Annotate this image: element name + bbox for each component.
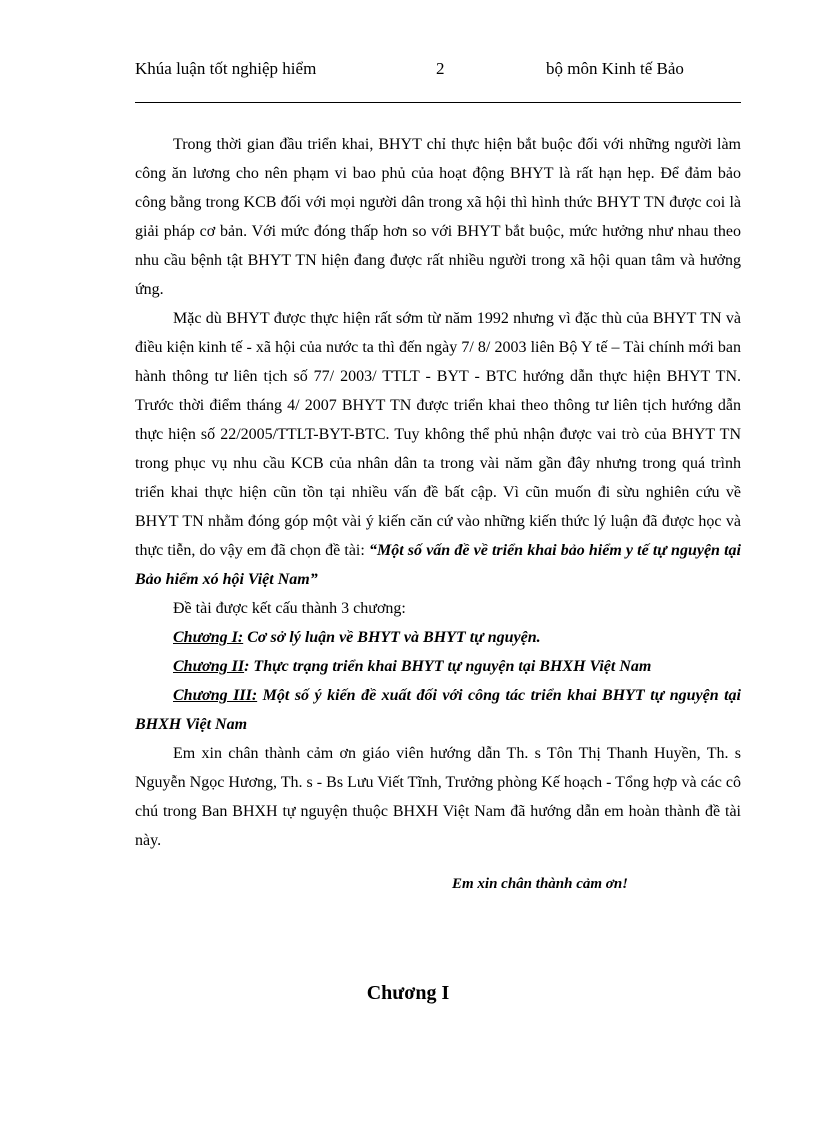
paragraph-intro: Trong thời gian đầu triển khai, BHYT chỉ thực hiện bắt buộc đối với những người làm công ăn lương cho nên phạm vi bao phủ của hoạt động BHYT là rất hạn hẹp. Để đảm bảo công bằng trong KCB đối với mọi người dân trong xã hội thì hình thức BHYT TN được coi là giải pháp cơ bản. Với mức đóng thấp hơn so với BHYT bắt buộc, mức hưởng như nhau theo nhu cầu bệnh tật BHYT TN hiện đang được rất nhiều người trong xã hội quan tâm và hưởng ứng. [135, 136, 741, 298]
chapter-3-line [135, 681, 741, 739]
chapter-3-label: Chương III: [173, 687, 258, 704]
chapter-1-label: Chương I: [173, 629, 244, 646]
paragraph-background [135, 304, 741, 594]
chapter-1-line [135, 623, 741, 652]
chapter-heading: Chương I [366, 982, 450, 1004]
thesis-title: “Một số vấn đề về triển khai bảo hiểm y tế tự nguyện tại Bảo hiểm xó hội Việt Nam” [135, 542, 741, 588]
page-header [135, 58, 741, 103]
paragraph-acknowledgement: Em xin chân thành cảm ơn giáo viên hướng dẫn Th. s Tôn Thị Thanh Huyền, Th. s Nguyễn Ngọc Hương, Th. s - Bs Lưu Viết Tĩnh, Trưởng phòng Kế hoạch - Tổng hợp và các cô chú trong Ban BHXH tự nguyện thuộc BHXH Việt Nam đã hướng dẫn em hoàn thành đề tài này. [135, 745, 741, 849]
chapter-2-text: : Thực trạng triển khai BHYT tự nguyện tại BHXH Việt Nam [244, 658, 652, 675]
signoff: Em xin chân thành cảm ơn! [452, 876, 629, 892]
chapter-2-line [135, 652, 741, 681]
body-text [135, 130, 741, 855]
header-right-text: bộ môn Kinh tế Bảo [546, 59, 684, 78]
paragraph-background-text: Mặc dù BHYT được thực hiện rất sớm từ năm 1992 nhưng vì đặc thù của BHYT TN và điều kiện kinh tế - xã hội của nước ta thì đến ngày 7/ 8/ 2003 liên Bộ Y tế – Tài chính mới ban hành thông tư liên tịch số 77/ 2003/ TTLT - BYT - BTC hướng dẫn thực hiện BHYT TN. Trước thời điểm tháng 4/ 2007 BHYT TN được triển khai theo thông tư liên tịch hướng dẫn thực hiện số 22/2005/TTLT-BYT-BTC. Tuy không thể phủ nhận được vai trò của BHYT TN trong phục vụ nhu cầu KCB của nhân dân ta trong vài năm gần đây nhưng trong quá trình triển khai thực hiện cũn tồn tại nhiều vấn đề bất cập. Vì cũn muốn đi sừu nghiên cứu về BHYT TN nhằm đóng góp một vài ý kiến căn cứ vào những kiến thức lý luận đã được học và thực tiễn, do vậy em đã chọn đề tài: [135, 310, 741, 559]
page-number: 2 [436, 59, 445, 78]
chapter-1-text: Cơ sở lý luận về BHYT và BHYT tự nguyện. [243, 629, 541, 646]
chapter-2-label: Chương II [173, 658, 245, 675]
paragraph-structure: Đề tài được kết cấu thành 3 chương: [173, 600, 406, 617]
chapter-3-text: Một số ý kiến đề xuất đối với công tác triển khai BHYT tự nguyện tại BHXH Việt Nam [135, 687, 741, 733]
header-left-text: Khúa luận tốt nghiệp hiểm [135, 59, 317, 78]
